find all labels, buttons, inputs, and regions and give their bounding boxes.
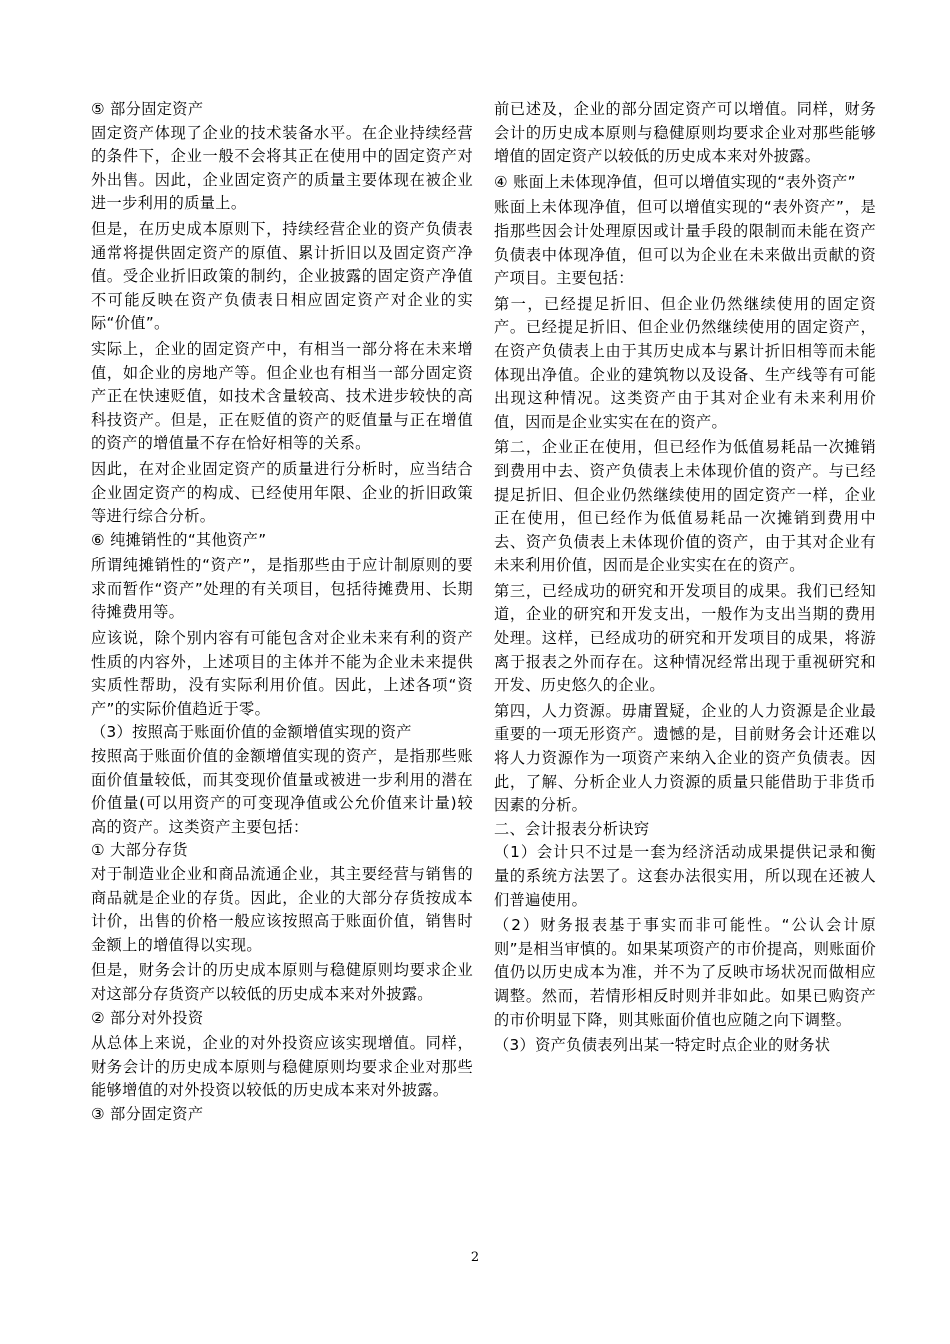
left-paragraph-7: 所谓纯摊销性的“资产”，是指那些由于应计制原则的要求而暂作“资产”处理的有关项目，包括待摊费用、长期待摊费用等。 xyxy=(91,556,473,622)
right-paragraph-9: （1）会计只不过是一套为经济活动成果提供记录和衡量的系统方法罢了。这套办法很实用，所以现在还被人们普遍使用。 xyxy=(494,843,876,909)
right-paragraph-5: 第二，企业正在使用，但已经作为低值易耗品一次摊销到费用中去、资产负债表上未体现价值的资产。与已经提足折旧、但企业仍然继续使用的固定资产一样，企业正在使用，但已经作为低值易耗品一次摊销到费用中去、资产负债表上未体现价值的资产，由于其对企业有未来利用价值，因而是企业实实在在的资产。 xyxy=(494,438,876,575)
right-paragraph-11: （3）资产负债表列出某一特定时点企业的财务状 xyxy=(494,1036,831,1055)
left-paragraph-1: ⑤ 部分固定资产 xyxy=(91,100,204,118)
left-paragraph-8: 应该说，除个别内容有可能包含对企业未来有利的资产性质的内容外，上述项目的主体并不能为企业未来提供实质性帮助，没有实际利用价值。因此，上述各项“资产”的实际价值趋近于零。 xyxy=(91,629,473,718)
left-paragraph-6: ⑥ 纯摊销性的“其他资产” xyxy=(91,530,267,549)
right-paragraph-6: 第三，已经成功的研究和开发项目的成果。我们已经知道，企业的研究和开发支出，一般作为支出当期的费用处理。这样，已经成功的研究和开发项目的成果，将游离于报表之外而存在。这种情况经常出现于重视研究和开发、历史悠久的企业。 xyxy=(494,581,876,695)
right-paragraph-1: 前已述及，企业的部分固定资产可以增值。同样，财务会计的历史成本原则与稳健原则均要求企业对那些能够增值的固定资产以较低的历史成本来对外披露。 xyxy=(494,100,876,166)
left-paragraph-11: ① 大部分存货 xyxy=(91,841,188,860)
right-paragraph-4: 第一，已经提足折旧、但企业仍然继续使用的固定资产。已经提足折旧、但企业仍然继续使用的固定资产，在资产负债表上由于其历史成本与累计折旧相等而未能体现出净值。企业的建筑物以及设备、生产线等有可能出现这种情况。这类资产由于其对企业有未来利用价值，因而是企业实实在在的资产。 xyxy=(494,294,876,431)
left-paragraph-14: ② 部分对外投资 xyxy=(91,1008,204,1027)
page-number: 2 xyxy=(470,1250,480,1265)
left-paragraph-13: 但是，财务会计的历史成本原则与稳健原则均要求企业对这部分存货资产以较低的历史成本来对外披露。 xyxy=(91,961,473,1003)
left-paragraph-16: ③ 部分固定资产 xyxy=(91,1104,204,1123)
right-column xyxy=(494,98,876,1058)
left-paragraph-2: 固定资产体现了企业的技术装备水平。在企业持续经营的条件下，企业一般不会将其正在使用中的固定资产对外出售。因此，企业固定资产的质量主要体现在被企业进一步利用的质量上。 xyxy=(91,123,473,213)
right-paragraph-3: 账面上未体现净值，但可以增值实现的“表外资产”，是指那些因会计处理原因或计量手段的限制而未能在资产负债表中体现净值，但可以为企业在未来做出贡献的资产项目。主要包括： xyxy=(494,198,876,288)
left-paragraph-10: 按照高于账面价值的金额增值实现的资产，是指那些账面价值量较低，而其变现价值量或被进一步利用的潜在价值量(可以用资产的可变现净值或公允价值来计量)较高的资产。这类资产主要包括： xyxy=(91,747,473,836)
right-paragraph-2: ④ 账面上未体现净值，但可以增值实现的“表外资产” xyxy=(494,172,856,191)
left-paragraph-12: 对于制造业企业和商品流通企业，其主要经营与销售的商品就是企业的存货。因此，企业的大部分存货按成本计价，出售的价格一般应该按照高于账面价值，销售时金额上的增值得以实现。 xyxy=(91,865,473,954)
left-column xyxy=(91,98,473,1127)
right-paragraph-8: 二、会计报表分析诀窍 xyxy=(494,819,650,838)
left-paragraph-3: 但是，在历史成本原则下，持续经营企业的资产负债表通常将提供固定资产的原值、累计折旧以及固定资产净值。受企业折旧政策的制约，企业披露的固定资产净值不可能反映在资产负债表日相应固定资产对企业的实际“价值”。 xyxy=(91,219,473,333)
left-paragraph-4: 实际上，企业的固定资产中，有相当一部分将在未来增值，如企业的房地产等。但企业也有相当一部分固定资产正在快速贬值，如技术含量较高、技术进步较快的高科技资产。但是，正在贬值的资产的贬值量与正在增值的资产的增值量不存在恰好相等的关系。 xyxy=(91,339,473,453)
left-paragraph-5: 因此，在对企业固定资产的质量进行分析时，应当结合企业固定资产的构成、已经使用年限、企业的折旧政策等进行综合分析。 xyxy=(91,459,473,526)
left-paragraph-9: （3）按照高于账面价值的金额增值实现的资产 xyxy=(91,723,412,742)
left-paragraph-15: 从总体上来说，企业的对外投资应该实现增值。同样，财务会计的历史成本原则与稳健原则均要求企业对那些能够增值的对外投资以较低的历史成本来对外披露。 xyxy=(91,1034,473,1100)
right-paragraph-7: 第四，人力资源。毋庸置疑，企业的人力资源是企业最重要的一项无形资产。遗憾的是，目前财务会计还难以将人力资源作为一项资产来纳入企业的资产负债表。因此，了解、分析企业人力资源的质量只能借助于非货币因素的分析。 xyxy=(494,701,876,815)
right-paragraph-10: （2）财务报表基于事实而非可能性。“公认会计原则”是相当审慎的。如果某项资产的市价提高，则账面价值仍以历史成本为准，并不为了反映市场状况而做相应调整。然而，若情形相反时则并非如此。如果已购资产的市价明显下降，则其账面价值也应随之向下调整。 xyxy=(494,916,876,1029)
